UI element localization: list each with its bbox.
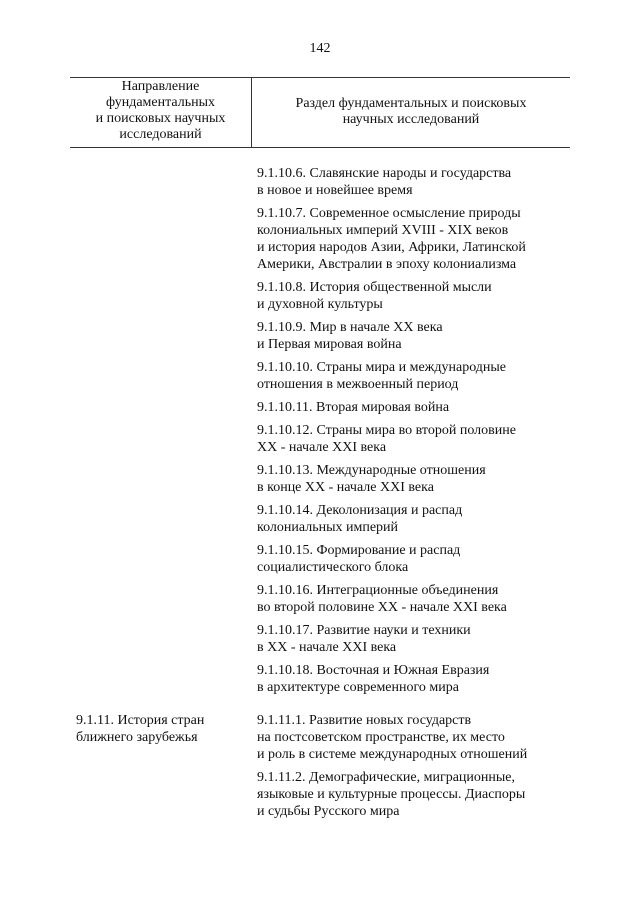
section-entry: 9.1.10.18. Восточная и Южная Евразия в архитектуре современного мира — [257, 663, 490, 695]
column-header-section: Раздел фундаментальных и поисковых научных исследований — [295, 96, 527, 127]
section-entry: 9.1.10.16. Интеграционные объединения во второй половине XX - начале XXI века — [257, 583, 507, 615]
section-entry: 9.1.10.17. Развитие науки и техники в XX - начале XXI века — [257, 623, 471, 655]
section-entry: 9.1.11.1. Развитие новых государств на постсоветском пространстве, их место и роль в системе международных отношений — [257, 713, 528, 762]
section-entry: 9.1.10.14. Деколонизация и распад колониальных империй — [257, 503, 463, 535]
section-entry: 9.1.10.12. Страны мира во второй половине XX - начале XXI века — [257, 423, 516, 455]
table-header-bottom-rule — [70, 147, 570, 148]
section-entry: 9.1.10.8. История общественной мысли и духовной культуры — [257, 280, 492, 312]
direction-9-1-11: 9.1.11. История стран ближнего зарубежья — [76, 713, 205, 745]
section-entry: 9.1.10.10. Страны мира и международные отношения в межвоенный период — [257, 360, 507, 392]
page-number: 142 — [309, 41, 331, 56]
section-entry: 9.1.10.9. Мир в начале XX века и Первая мировая война — [257, 320, 443, 352]
section-entry: 9.1.10.6. Славянские народы и государства в новое и новейшее время — [257, 166, 512, 198]
table-header-top-rule — [70, 77, 570, 78]
section-entry: 9.1.10.11. Вторая мировая война — [257, 400, 450, 415]
section-list-9-1-11 — [257, 712, 577, 826]
section-entry: 9.1.10.7. Современное осмысление природы колониальных империй XVIII - XIX веков и история народов Азии, Африки, Латинской Америки, Австралии в эпоху колониализма — [257, 206, 526, 272]
section-entry: 9.1.11.2. Демографические, миграционные, языковые и культурные процессы. Диаспоры и судьбы Русского мира — [257, 770, 526, 819]
section-entry: 9.1.10.15. Формирование и распад социалистического блока — [257, 543, 461, 575]
column-header-direction: Направление фундаментальных и поисковых научных исследований — [95, 79, 226, 142]
section-entry: 9.1.10.13. Международные отношения в конце XX - начале XXI века — [257, 463, 486, 495]
section-list-9-1-10 — [257, 165, 577, 702]
